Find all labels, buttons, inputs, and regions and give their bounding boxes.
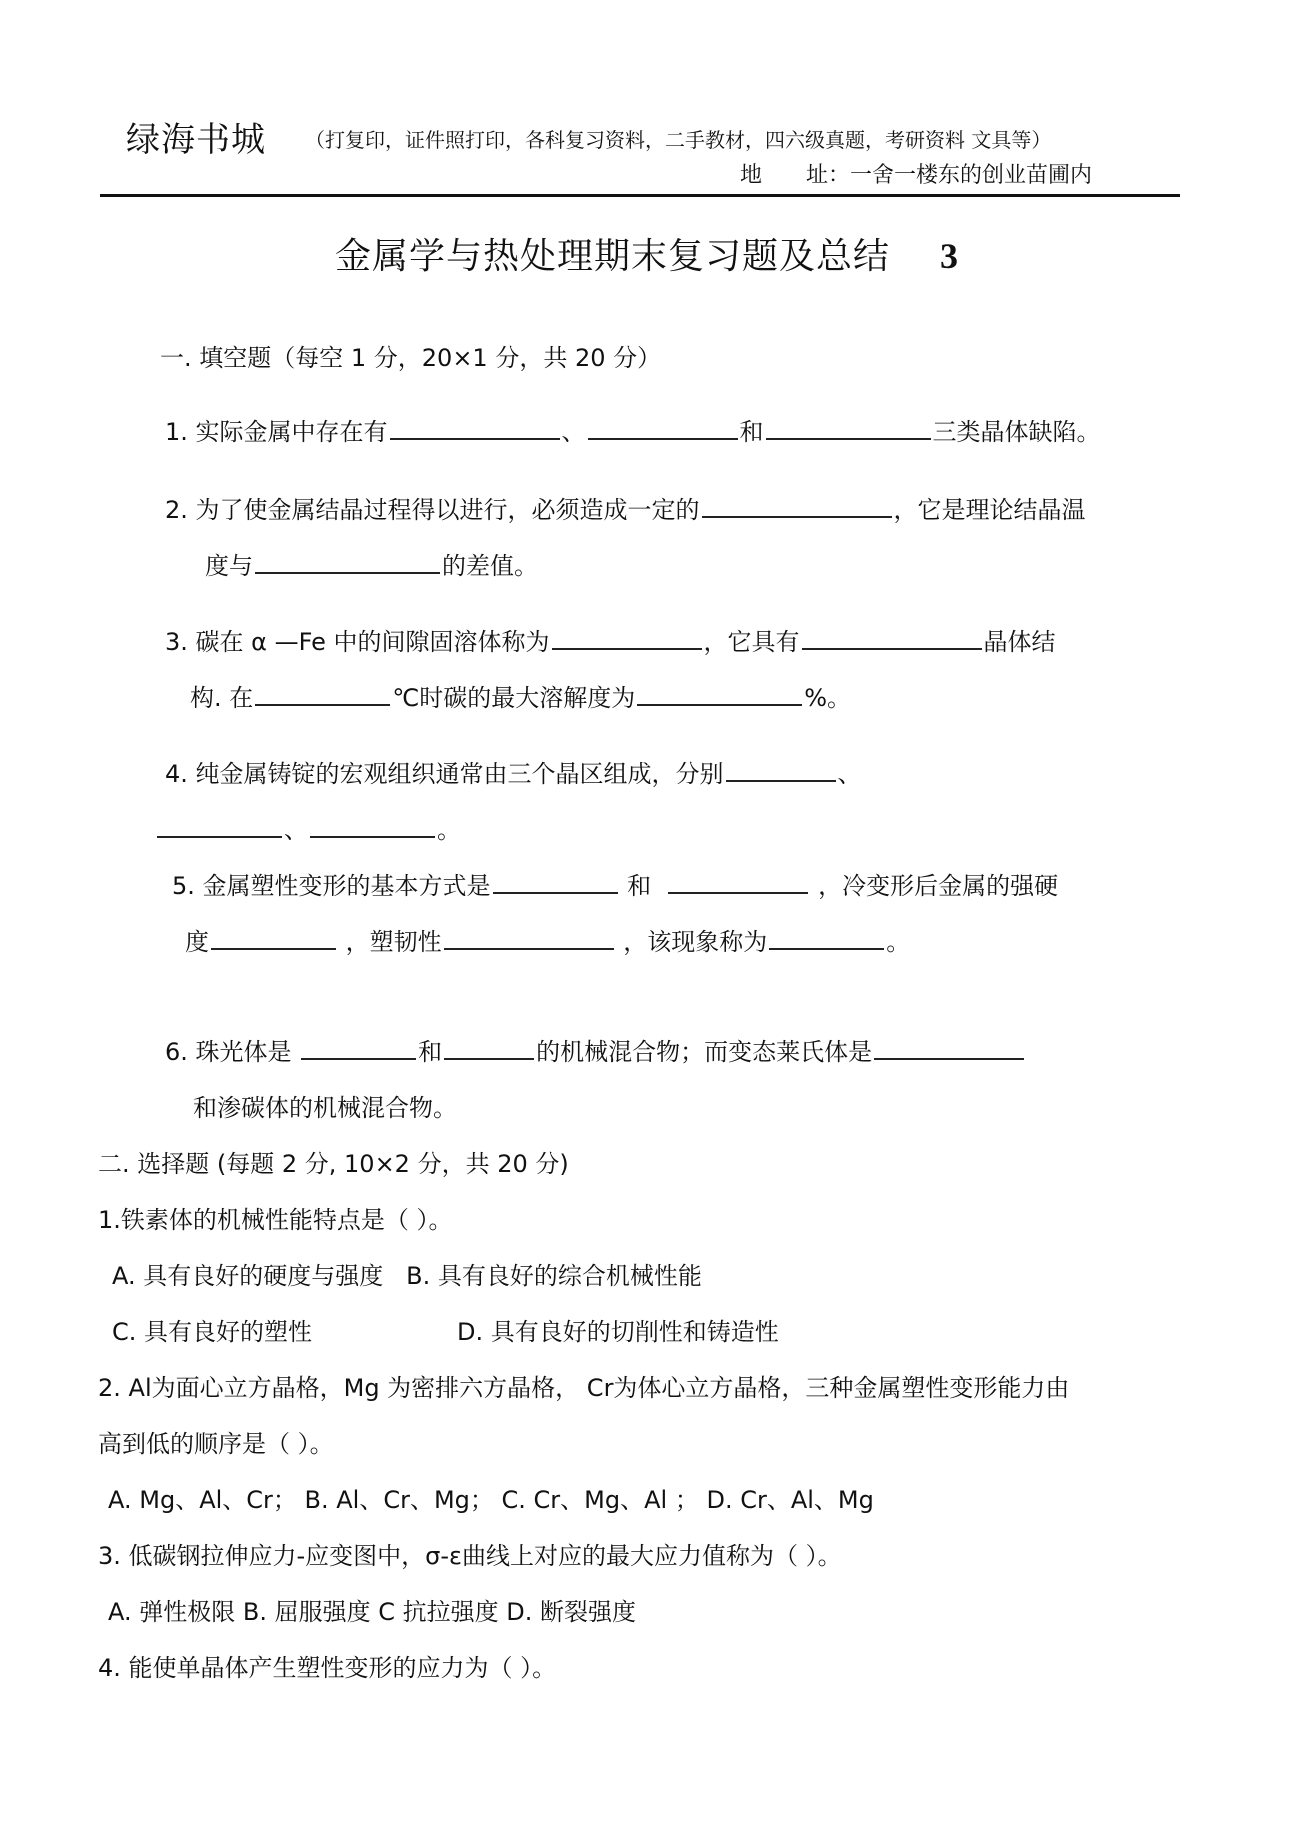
fill-question-4-line1 <box>165 754 862 789</box>
q-text: ，它具有 <box>703 628 800 656</box>
q-text: 晶体结 <box>983 628 1056 656</box>
q-text: 的机械混合物；而变态莱氏体是 <box>536 1038 873 1066</box>
answer-blank <box>588 412 738 440</box>
answer-blank <box>552 622 702 650</box>
answer-blank <box>444 1032 534 1060</box>
answer-blank <box>157 810 282 838</box>
answer-blank <box>769 922 884 950</box>
answer-blank <box>637 678 802 706</box>
q-text: 2. 为了使金属结晶过程得以进行，必须造成一定的 <box>165 496 700 524</box>
q-text: 和 <box>627 872 652 900</box>
fill-question-2-line1 <box>165 490 1086 525</box>
address-label-1: 地 <box>740 163 763 188</box>
mc-question-1-options-row2 <box>112 1312 779 1347</box>
answer-blank <box>802 622 982 650</box>
mc-question-2-stem-line2: 高到低的顺序是（ ）。 <box>98 1430 334 1458</box>
answer-blank <box>310 810 435 838</box>
q-text: 5. 金属塑性变形的基本方式是 <box>172 872 491 900</box>
section2-heading: 二. 选择题 (每题 2 分, 10×2 分，共 20 分) <box>98 1150 569 1178</box>
fill-question-6-line1 <box>165 1032 1026 1067</box>
answer-blank <box>211 922 336 950</box>
address-label-2: 址： <box>806 163 851 188</box>
mc-question-3-options: A. 弹性极限 B. 屈服强度 C 抗拉强度 D. 断裂强度 <box>108 1598 636 1626</box>
q-text: 4. 纯金属铸锭的宏观组织通常由三个晶区组成，分别 <box>165 760 724 788</box>
q-text: ，该现象称为 <box>623 928 768 956</box>
q-text: 3. 碳在 α —Fe 中的间隙固溶体称为 <box>165 628 550 656</box>
answer-blank <box>301 1032 416 1060</box>
q-text: 、 <box>284 816 308 844</box>
q-text: 。 <box>886 928 911 956</box>
fill-question-2-line2 <box>205 546 538 581</box>
q-text: 1. 实际金属中存在有 <box>165 418 388 446</box>
answer-blank <box>766 412 931 440</box>
answer-blank <box>390 412 560 440</box>
address <box>740 158 1092 189</box>
mc-question-1-stem: 1.铁素体的机械性能特点是（ ）。 <box>98 1206 453 1234</box>
mc-question-3-stem: 3. 低碳钢拉伸应力-应变图中，σ-ε曲线上对应的最大应力值称为（ ）。 <box>98 1542 842 1570</box>
option-c: C. 具有良好的塑性 <box>112 1318 313 1346</box>
answer-blank <box>444 922 614 950</box>
mc-question-1-options-row1 <box>112 1256 702 1291</box>
fill-question-3-line1 <box>165 622 1056 657</box>
fill-question-5-line1 <box>172 866 1058 901</box>
answer-blank <box>874 1032 1024 1060</box>
header-divider <box>100 194 1180 197</box>
answer-blank <box>668 866 808 894</box>
answer-blank <box>726 754 836 782</box>
answer-blank <box>702 490 892 518</box>
q-text: 、 <box>561 418 586 446</box>
mc-question-4-stem: 4. 能使单晶体产生塑性变形的应力为（ ）。 <box>98 1654 557 1682</box>
answer-blank <box>255 546 440 574</box>
brand-name: 绿海书城 <box>126 120 266 160</box>
q-text: 度 <box>185 928 209 956</box>
page-title <box>335 228 959 279</box>
option-a: A. 具有良好的硬度与强度 <box>112 1262 384 1290</box>
q-text: 6. 珠光体是 <box>165 1038 292 1066</box>
q-text: 三类晶体缺陷。 <box>932 418 1101 446</box>
q-text: 度与 <box>205 552 253 580</box>
mc-question-2-stem-line1: 2. Al为面心立方晶格，Mg 为密排六方晶格， Cr为体心立方晶格，三种金属塑性变形能力由 <box>98 1374 1070 1402</box>
q-text: 。 <box>437 816 461 844</box>
q-text: 构. 在 <box>190 684 254 712</box>
answer-blank <box>493 866 618 894</box>
address-value: 一舍一楼东的创业苗圃内 <box>850 163 1093 188</box>
fill-question-3-line2 <box>190 678 851 713</box>
title-number: 3 <box>940 236 960 276</box>
q-text: ℃时碳的最大溶解度为 <box>392 684 636 712</box>
q-text: %。 <box>804 684 852 712</box>
answer-blank <box>255 678 390 706</box>
fill-question-1 <box>165 412 1101 447</box>
mc-question-2-options: A. Mg、Al、Cr； B. Al、Cr、Mg； C. Cr、Mg、Al ； D. Cr、Al、Mg <box>108 1486 874 1514</box>
fill-question-5-line2 <box>185 922 910 957</box>
fill-question-4-line2 <box>155 810 461 845</box>
services-list: （打复印，证件照打印，各科复习资料，二手教材，四六级真题，考研资料 文具等） <box>305 128 1052 152</box>
option-d: D. 具有良好的切削性和铸造性 <box>457 1318 779 1346</box>
q-text: 和 <box>739 418 764 446</box>
q-text: 和 <box>418 1038 443 1066</box>
fill-question-6-line2: 和渗碳体的机械混合物。 <box>193 1094 457 1122</box>
section1-heading: 一. 填空题（每空 1 分，20×1 分，共 20 分） <box>160 344 662 372</box>
option-b: B. 具有良好的综合机械性能 <box>406 1262 702 1290</box>
q-text: ，它是理论结晶温 <box>893 496 1086 524</box>
q-text: ，冷变形后金属的强硬 <box>818 872 1059 900</box>
q-text: ，塑韧性 <box>345 928 442 956</box>
q-text: 的差值。 <box>442 552 538 580</box>
q-text: 、 <box>837 760 862 788</box>
title-text: 金属学与热处理期末复习题及总结 <box>335 236 891 277</box>
